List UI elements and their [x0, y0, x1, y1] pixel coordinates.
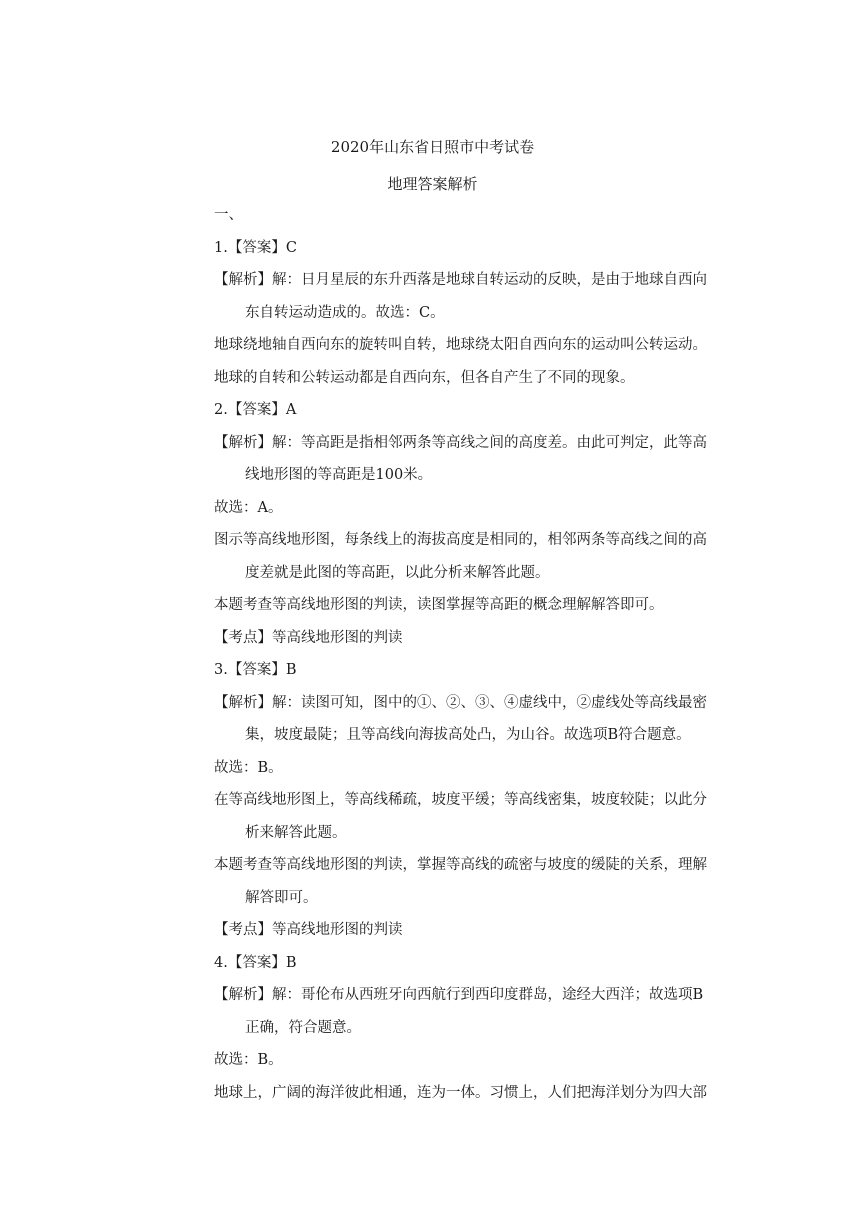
text-line: 【解析】解：等高距是指相邻两条等高线之间的高度差。由此可判定，此等高	[214, 434, 707, 451]
text-line: 1.【答案】C	[214, 239, 297, 256]
text-line: 【解析】解：读图可知，图中的①、②、③、④虚线中，②虚线处等高线最密	[214, 694, 707, 711]
text-line: 一、	[214, 207, 243, 223]
text-line: 故选：B。	[214, 1052, 283, 1068]
text-line: 本题考查等高线地形图的判读，读图掌握等高距的概念理解解答即可。	[214, 597, 664, 613]
continuation-line: 正确，符合题意。	[245, 1019, 361, 1036]
text-line: 本题考查等高线地形图的判读，掌握等高线的疏密与坡度的缓陡的关系，理解	[214, 857, 707, 873]
answer-content	[214, 204, 742, 1114]
document-subtitle: 地理答案解析	[387, 175, 478, 193]
document-title: 2020年山东省日照市中考试卷	[330, 138, 535, 156]
continuation-line: 集，坡度最陡；且等高线向海拔高处凸，为山谷。故选项B符合题意。	[245, 727, 691, 743]
text-line: 故选：B。	[214, 759, 283, 776]
continuation-line: 线地形图的等高距是100米。	[245, 467, 433, 483]
continuation-line: 度差就是此图的等高距，以此分析来解答此题。	[245, 564, 550, 581]
text-line: 地球的自转和公转运动都是自西向东，但各自产生了不同的现象。	[214, 369, 635, 386]
text-line: 地球绕地轴自西向东的旋转叫自转，地球绕太阳自西向东的运动叫公转运动。	[214, 337, 707, 353]
text-line: 3.【答案】B	[214, 662, 297, 678]
continuation-line: 析来解答此题。	[245, 824, 347, 841]
continuation-line: 东自转运动造成的。故选：C。	[245, 304, 445, 321]
text-line: 故选：A。	[214, 499, 283, 516]
text-line: 【考点】等高线地形图的判读	[214, 922, 403, 938]
text-line: 【考点】等高线地形图的判读	[214, 629, 403, 646]
text-line: 4.【答案】B	[214, 954, 297, 971]
text-line: 2.【答案】A	[214, 402, 297, 418]
text-line: 地球上，广阔的海洋彼此相通，连为一体。习惯上，人们把海洋划分为四大部	[214, 1084, 707, 1101]
text-line: 【解析】解：哥伦布从西班牙向西航行到西印度群岛，途经大西洋；故选项B	[214, 987, 704, 1003]
text-line: 【解析】解：日月星辰的东升西落是地球自转运动的反映，是由于地球自西向	[214, 272, 707, 288]
text-line: 图示等高线地形图，每条线上的海拔高度是相同的，相邻两条等高线之间的高	[214, 532, 707, 548]
continuation-line: 解答即可。	[245, 889, 318, 906]
text-line: 在等高线地形图上，等高线稀疏，坡度平缓；等高线密集，坡度较陡；以此分	[214, 792, 707, 808]
